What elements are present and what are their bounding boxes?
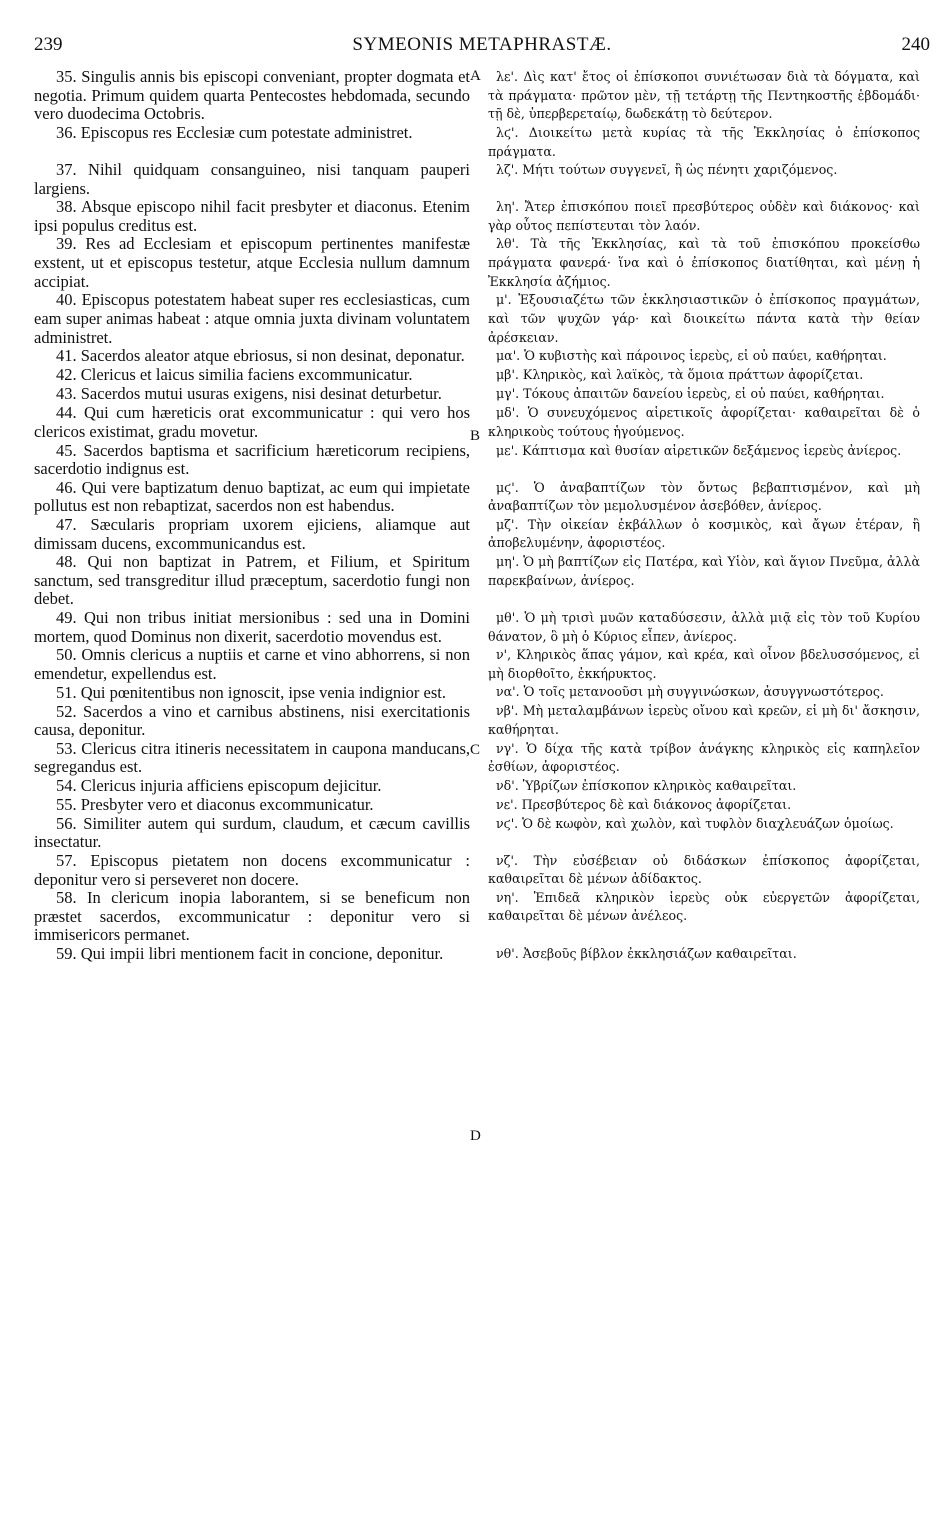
greek-canon-entry: μα'. Ὁ κυβιστὴς καὶ πάροινος ἱερεὺς, εἰ οὐ παύει, καθήρηται. [496,348,887,364]
greek-canon-entry: με'. Κάπτισμα καὶ θυσίαν αἱρετικῶν δεξάμενος ἱερεὺς ἀνίερος. [496,442,902,458]
greek-canon-entry: νθ'. Ἀσεβοῦς βίβλον ἐκκλησιάζων καθαιρεῖται. [496,945,797,961]
latin-canon-entry: 39. Res ad Ecclesiam et episcopum pertinentes manifestæ exstent, ut et episcopus testetur, atque Ecclesia nullum damnum accipiat. [34,234,470,291]
latin-canon-entry: 55. Presbyter vero et diaconus excommunicatur. [56,794,374,814]
greek-canon-entry: νγ'. Ὁ δίχα τῆς κατὰ τρίβον ἀνάγκης κληρικὸς εἰς καπηλεῖον ἐσθίων, ἀφοριστέος. [488,740,920,775]
greek-column [488,68,920,964]
latin-canon-entry: 50. Omnis clericus a nuptiis et carne et vino abhorrens, si non emendetur, expellendus est. [34,645,470,683]
margin-letter-b: B [470,428,481,444]
greek-canon-entry: μθ'. Ὁ μὴ τρισὶ μυῶν καταδύσεσιν, ἀλλὰ μιᾷ εἰς τὸν τοῦ Κυρίου θάνατον, ὃ μὴ ὁ Κύριος εἶπεν, ἀνίερος. [488,609,920,644]
latin-canon-entry: 59. Qui impii libri mentionem facit in concione, deponitur. [56,944,444,964]
margin-letter-c: C [470,742,481,758]
greek-canon-entry: λη'. Ἄτερ ἐπισκόπου ποιεῖ πρεσβύτερος οὐδὲν καὶ διάκονος· καὶ γὰρ οὗτος πεπίστευται τὸν λαόν. [488,199,920,233]
greek-canon-entry: νϛ'. Ὁ δὲ κωφὸν, καὶ χωλὸν, καὶ τυφλὸν διαχλευάζων ὁμοίως. [496,815,894,831]
greek-canon-entry: νζ'. Τὴν εὐσέβειαν οὐ διδάσκων ἐπίσκοπος ἀφορίζεται, καθαιρεῖται δὲ μένων ἀδίδακτος. [488,852,920,887]
greek-canon-entry: ν', Κληρικὸς ἅπας γάμον, καὶ κρέα, καὶ οἶνον βδελυσσόμενος, εἰ μὴ διορθοῖτο, ἐκκήρυκτος. [488,647,920,681]
latin-canon-entry: 52. Sacerdos a vino et carnibus abstinens, nisi exercitationis causa, deponitur. [34,701,470,740]
greek-canon-entry: νδ'. Ὑβρίζων ἐπίσκοπον κληρικὸς καθαιρεῖται. [496,777,797,793]
greek-canon-entry: νβ'. Μὴ μεταλαμβάνων ἱερεὺς οἴνου καὶ κρεῶν, εἰ μὴ δι' ἄσκησιν, καθήρηται. [488,703,920,737]
latin-canon-entry: 43. Sacerdos mutui usuras exigens, nisi desinat deturbetur. [56,384,442,404]
latin-canon-entry: 57. Episcopus pietatem non docens excommunicatur : deponitur vero si perseveret non docere. [34,851,470,889]
greek-canon-entry: μη'. Ὁ μὴ βαπτίζων εἰς Πατέρα, καὶ Υἱὸν, καὶ ἅγιον Πνεῦμα, ἀλλὰ παρεκβαίνων, ἀνίερος. [488,553,920,588]
greek-canon-entry: λϛ'. Διοικείτω μετὰ κυρίας τὰ τῆς Ἐκκλησίας ὁ ἐπίσκοπος πράγματα. [488,125,920,159]
running-title: SYMEONIS METAPHRASTÆ. [352,34,612,55]
greek-canon-entry: λζ'. Μήτι τούτων συγγενεῖ, ἢ ὡς πένητι χαριζόμενος. [496,162,838,178]
latin-canon-entry: 49. Qui non tribus initiat mersionibus : sed una in Domini mortem, quod Dominus non dixerit, sacerdotio movendus est. [34,608,470,646]
greek-canon-entry: μζ'. Τὴν οἰκείαν ἐκβάλλων ὁ κοσμικὸς, καὶ ἄγων ἑτέραν, ἢ ἀποβελυμένην, ἀφοριστέος. [488,516,920,551]
latin-canon-entry: 56. Similiter autem qui surdum, claudum, et cæcum cavillis insectatur. [34,813,470,852]
page-number-left: 239 [34,34,63,55]
latin-canon-entry: 54. Clericus injuria afficiens episcopum dejicitur. [56,775,382,795]
latin-canon-entry: 40. Episcopus potestatem habeat super res ecclesiasticas, cum eam super animas habeat : atque omnia juxta divinam voluntatem administret. [34,290,470,347]
latin-canon-entry: 46. Qui vere baptizatum denuo baptizat, ac eum qui impietate pollutus est non rebaptizat, sacerdos non est habendus. [34,477,470,516]
latin-canon-entry: 58. In clericum inopia laborantem, si se beneficum non præstet sacerdos, excommunicatur : deponitur vero si immisericors permanet. [34,888,470,945]
greek-canon-entry: μγ'. Τόκους ἀπαιτῶν δανείου ἱερεὺς, εἰ οὐ παύει, καθήρηται. [496,386,885,402]
greek-canon-entry: λε'. Δὶς κατ' ἔτος οἱ ἐπίσκοποι συνιέτωσαν διὰ τὰ δόγματα, καὶ τὰ πράγματα· πρῶτον μὲν, τῇ τετάρτῃ τῆς Πεντηκοστῆς ἑβδομάδι· τῇ δὲ, ὑπερβερεταίῳ, δωδεκάτῃ τὸ δεύτερον. [488,69,920,122]
latin-canon-entry: 35. Singulis annis bis episcopi conveniant, propter dogmata et negotia. Primum quidem quarta Pentecostes hebdomada, secundo vero duodecima Octobris. [34,67,470,124]
margin-letter-a: A [470,68,481,84]
greek-canon-entry: μϛ'. Ὁ ἀναβαπτίζων τὸν ὄντως βεβαπτισμένον, καὶ μὴ ἀναβαπτίζων τὸν μεμολυσμένον ἀσεβόθεν, ἀνίερος. [488,479,920,514]
greek-canon-entry: λθ'. Τὰ τῆς Ἐκκλησίας, καὶ τὰ τοῦ ἐπισκόπου προκείσθω πράγματα φανερά· ἵνα καὶ ὁ ἐπίσκοπος διατίθηται, καὶ μένῃ ἡ Ἐκκλησία ἀζήμιος. [488,236,920,289]
latin-canon-entry: 51. Qui pœnitentibus non ignoscit, ipse venia indignior est. [56,682,447,702]
greek-canon-entry: νη'. Ἐπιδεᾶ κληρικὸν ἱερεὺς οὐκ εὐεργετῶν ἀφορίζεται, καθαιρεῖται δὲ μένων ἀνέλεος. [488,889,920,924]
latin-canon-entry: 45. Sacerdos baptisma et sacrificium hæreticorum recipiens, sacerdotio indignus est. [34,440,470,479]
greek-canon-entry: μ'. Ἐξουσιαζέτω τῶν ἐκκλησιαστικῶν ὁ ἐπίσκοπος πραγμάτων, καὶ τῶν ψυχῶν γάρ· καὶ διοικείτω πάντα κατὰ τὴν θείαν ἀρέσκειαν. [488,292,920,345]
margin-letter-d: D [470,1128,481,1144]
latin-canon-entry: 37. Nihil quidquam consanguineo, nisi tanquam pauperi largiens. [34,160,470,198]
greek-canon-entry: να'. Ὁ τοῖς μετανοοῦσι μὴ συγγινώσκων, ἀσυγγνωστότερος. [496,684,884,700]
latin-canon-entry: 53. Clericus citra itineris necessitatem in caupona manducans, segregandus est. [34,738,470,777]
latin-canon-entry: 41. Sacerdos aleator atque ebriosus, si non desinat, deponatur. [56,346,465,366]
page-header [34,34,930,58]
latin-canon-entry: 42. Clericus et laicus similia faciens excommunicatur. [56,365,413,385]
latin-canon-entry: 36. Episcopus res Ecclesiæ cum potestate administret. [56,123,413,142]
page-number-right: 240 [901,34,930,55]
greek-canon-entry: μβ'. Κληρικὸς, καὶ λαϊκὸς, τὰ ὅμοια πράττων ἀφορίζεται. [496,367,864,383]
latin-canon-entry: 44. Qui cum hæreticis orat excommunicatur : qui vero hos clericos existimat, gradu movetur. [34,403,470,441]
latin-canon-entry: 47. Sæcularis propriam uxorem ejiciens, aliamque aut dimissam ducens, excommunicandus est. [34,514,470,553]
greek-canon-entry: μδ'. Ὁ συνευχόμενος αἱρετικοῖς ἀφορίζεται· καθαιρεῖται δὲ ὁ κληρικοὺς τούτους ἡγούμενος. [488,405,920,439]
latin-canon-entry: 48. Qui non baptizat in Patrem, et Filium, et Spiritum sanctum, sed transgreditur illud præceptum, sacerdotio fungi non debet. [34,552,470,609]
latin-canon-entry: 38. Absque episcopo nihil facit presbyter et diaconus. Etenim ipsi populus creditus est. [34,197,470,235]
greek-canon-entry: νε'. Πρεσβύτερος δὲ καὶ διάκονος ἀφορίζεται. [496,796,792,812]
latin-column [34,68,470,964]
